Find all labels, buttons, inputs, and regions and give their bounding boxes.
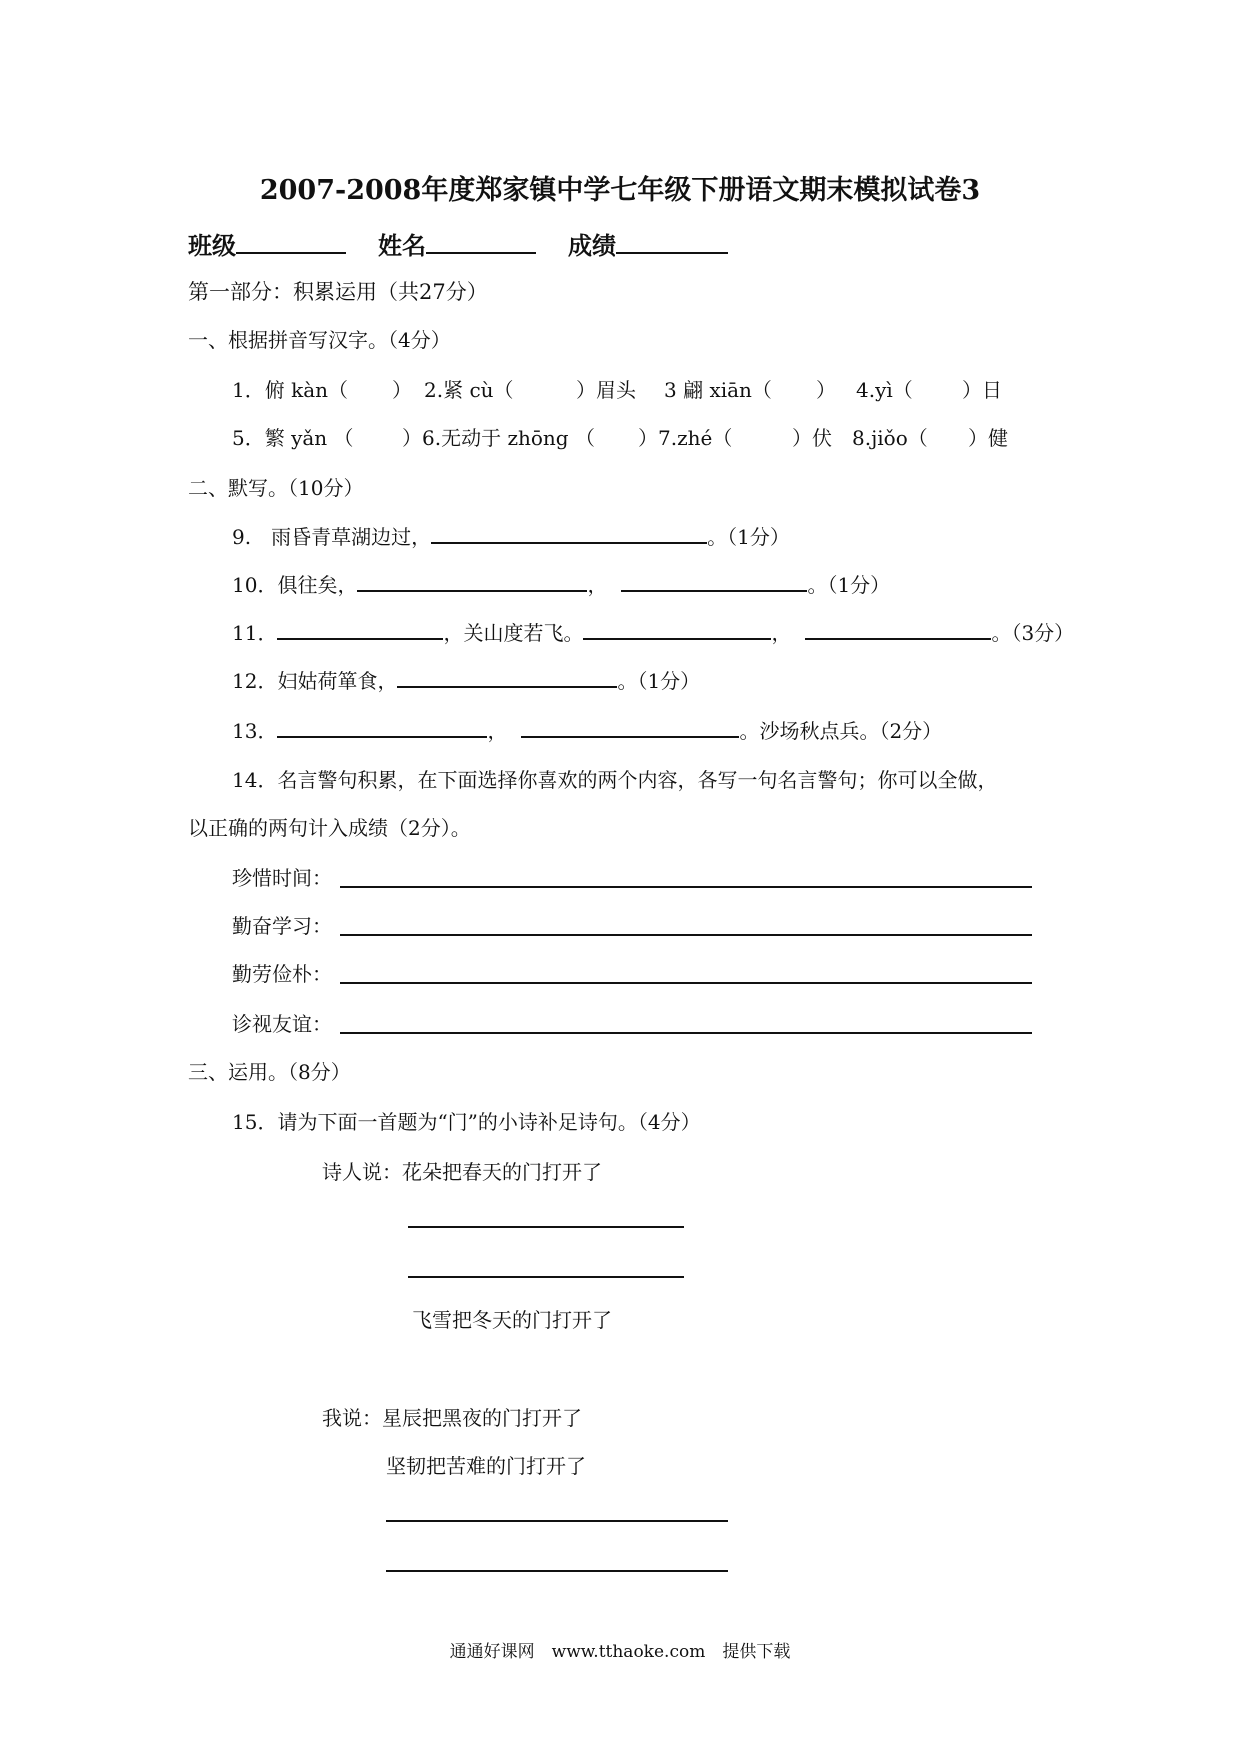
- pinyin-q4-close: ）日: [962, 378, 1002, 402]
- q11-mid1: ，关山度若飞。: [443, 621, 584, 645]
- q9-pre: 9. 雨昏青草湖边过，: [232, 525, 432, 549]
- poem-blank-4[interactable]: [386, 1570, 728, 1572]
- pinyin-q3-close: ）: [816, 378, 836, 402]
- score-field: [568, 226, 728, 261]
- q11-blank-2[interactable]: [583, 616, 771, 640]
- name-field: [378, 226, 536, 261]
- class-field: [188, 226, 346, 261]
- q11-pre: 11．: [232, 621, 278, 645]
- topic-thrift-blank[interactable]: [340, 982, 1032, 984]
- name-blank[interactable]: [426, 230, 536, 254]
- sec3-heading: 三、运用。（8分）: [188, 1060, 351, 1084]
- footer-text: 通通好课网 www.tthaoke.com 提供下载: [449, 1642, 791, 1662]
- sec2-heading: 二、默写。（10分）: [188, 476, 364, 500]
- pinyin-q4: 4.yì（: [856, 378, 913, 402]
- q10: [232, 568, 890, 598]
- pinyin-q1-close: ）: [392, 378, 412, 402]
- part1-heading: 第一部分：积累运用（共27分）: [188, 280, 488, 304]
- q13-blank-1[interactable]: [277, 714, 487, 738]
- topic-friendship-blank[interactable]: [340, 1032, 1032, 1034]
- name-label: 姓名: [378, 231, 426, 260]
- q10-mid: ，: [587, 573, 608, 597]
- q10-post: 。（1分）: [807, 573, 891, 597]
- score-label: 成绩: [568, 231, 616, 260]
- poem-blank-2[interactable]: [408, 1276, 684, 1278]
- i-say-2: 坚韧把苦难的门打开了: [386, 1454, 586, 1478]
- q12-post: 。（1分）: [617, 669, 701, 693]
- class-label: 班级: [188, 231, 236, 260]
- pinyin-q2-close: ）眉头: [576, 378, 636, 402]
- topic-thrift: 勤劳俭朴：: [232, 962, 332, 986]
- q11: [232, 616, 1074, 646]
- pinyin-q3: 3 翩 xiān（: [664, 378, 772, 402]
- q9: [232, 520, 790, 550]
- q9-blank[interactable]: [431, 520, 707, 544]
- topic-study-blank[interactable]: [340, 934, 1032, 936]
- q10-blank-1[interactable]: [357, 568, 587, 592]
- q12: [232, 664, 700, 694]
- q10-pre: 10．俱往矣，: [232, 573, 358, 597]
- pinyin-q7-close: ）伏: [792, 426, 832, 450]
- q15: 15．请为下面一首题为“门”的小诗补足诗句。（4分）: [232, 1110, 701, 1134]
- poet-says: 诗人说：花朵把春天的门打开了: [322, 1160, 602, 1184]
- score-blank[interactable]: [616, 230, 728, 254]
- q9-post: 。（1分）: [707, 525, 790, 549]
- pinyin-q8: 8.jiǒo（: [852, 426, 928, 450]
- q14-line2: 以正确的两句计入成绩（2分）。: [188, 816, 471, 840]
- q13: [232, 714, 942, 744]
- pinyin-q1: 1．俯 kàn（: [232, 378, 349, 402]
- q13-blank-2[interactable]: [521, 714, 739, 738]
- q11-blank-1[interactable]: [277, 616, 443, 640]
- topic-friendship: 诊视友谊：: [232, 1012, 332, 1036]
- pinyin-q2: 2.紧 cù（: [424, 378, 514, 402]
- poet-end: 飞雪把冬天的门打开了: [412, 1308, 612, 1332]
- q14-line1: 14．名言警句积累，在下面选择你喜欢的两个内容，各写一句名言警句；你可以全做，: [232, 768, 998, 792]
- q11-blank-3[interactable]: [805, 616, 991, 640]
- i-say: 我说：星辰把黑夜的门打开了: [322, 1406, 582, 1430]
- q12-blank[interactable]: [397, 664, 617, 688]
- pinyin-q6: ）6.无动于 zhōng （: [402, 426, 595, 450]
- q10-blank-2[interactable]: [621, 568, 807, 592]
- q11-post: 。（3分）: [991, 621, 1075, 645]
- page-title: 2007-2008年度郑家镇中学七年级下册语文期末模拟试卷3: [259, 175, 981, 206]
- topic-time: 珍惜时间：: [232, 866, 332, 890]
- class-blank[interactable]: [236, 230, 346, 254]
- pinyin-q5: 5．繁 yǎn （: [232, 426, 354, 450]
- q13-post: 。沙场秋点兵。（2分）: [739, 719, 943, 743]
- pinyin-q7: ）7.zhé（: [638, 426, 733, 450]
- pinyin-q8-close: ）健: [968, 426, 1008, 450]
- q13-mid: ，: [487, 719, 508, 743]
- poem-blank-1[interactable]: [408, 1226, 684, 1228]
- topic-study: 勤奋学习：: [232, 914, 332, 938]
- q12-pre: 12．妇姑荷箪食，: [232, 669, 398, 693]
- q11-mid2: ，: [771, 621, 792, 645]
- topic-time-blank[interactable]: [340, 886, 1032, 888]
- poem-blank-3[interactable]: [386, 1520, 728, 1522]
- q13-pre: 13．: [232, 719, 278, 743]
- sec1-heading: 一、根据拼音写汉字。（4分）: [188, 328, 451, 352]
